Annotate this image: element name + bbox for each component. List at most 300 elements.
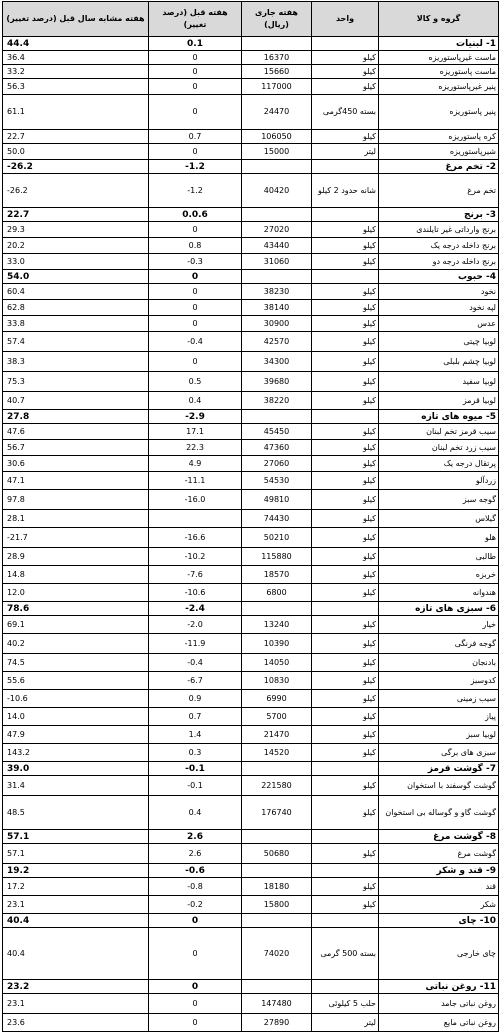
cell-wow: 2.6: [149, 844, 242, 864]
cell-unit: کیلو: [312, 776, 379, 796]
cell-item: پیاز: [379, 708, 499, 726]
cell-unit: کیلو: [312, 456, 379, 472]
cell-yoy: -26.2: [3, 160, 149, 174]
cell-unit: کیلو: [312, 528, 379, 548]
table-row: [3, 726, 499, 744]
table-row: [3, 1014, 499, 1032]
cell-price: [242, 37, 312, 51]
cell-yoy: 48.5: [3, 796, 149, 830]
header-unit: واحد: [312, 2, 379, 37]
cell-unit: کیلو: [312, 672, 379, 690]
cell-wow: 0.7: [149, 130, 242, 144]
table-row: [3, 528, 499, 548]
cell-wow: 0: [149, 928, 242, 980]
cell-wow: 0.4: [149, 796, 242, 830]
cell-price: 38140: [242, 300, 312, 316]
cell-unit: کیلو: [312, 372, 379, 392]
cell-price: 47360: [242, 440, 312, 456]
table-row: [3, 222, 499, 238]
cell-price: 43440: [242, 238, 312, 254]
cell-unit: کیلو: [312, 744, 379, 762]
cell-wow: -1.2: [149, 174, 242, 208]
cell-item: هندوانه: [379, 584, 499, 602]
cell-wow: -2.9: [149, 410, 242, 424]
cell-wow: -6.7: [149, 672, 242, 690]
cell-unit: کیلو: [312, 51, 379, 65]
cell-price: 15660: [242, 65, 312, 79]
table-row: [3, 776, 499, 796]
cell-yoy: 39.0: [3, 762, 149, 776]
cell-unit: کیلو: [312, 796, 379, 830]
cell-yoy: -21.7: [3, 528, 149, 548]
cell-yoy: 23.2: [3, 980, 149, 994]
group-row: [3, 160, 499, 174]
cell-price: 6800: [242, 584, 312, 602]
cell-unit: کیلو: [312, 896, 379, 914]
cell-item: روغن نباتی مایع: [379, 1014, 499, 1032]
cell-item: لوبیا سفید: [379, 372, 499, 392]
cell-yoy: 44.4: [3, 37, 149, 51]
group-row: [3, 864, 499, 878]
table-row: [3, 254, 499, 270]
cell-yoy: 40.2: [3, 634, 149, 654]
table-row: [3, 672, 499, 690]
group-row: [3, 602, 499, 616]
table-row: [3, 144, 499, 160]
cell-price: 117000: [242, 79, 312, 95]
cell-item: گوشت گاو و گوساله بی استخوان: [379, 796, 499, 830]
table-body: [3, 37, 499, 1032]
cell-wow: -0.1: [149, 762, 242, 776]
cell-item: گوشت مرغ: [379, 844, 499, 864]
cell-yoy: 33.8: [3, 316, 149, 332]
cell-price: 42570: [242, 332, 312, 352]
cell-wow: -0.4: [149, 332, 242, 352]
cell-wow: 0: [149, 144, 242, 160]
cell-unit: کیلو: [312, 548, 379, 566]
table-row: [3, 284, 499, 300]
cell-unit: کیلو: [312, 616, 379, 634]
group-row: [3, 980, 499, 994]
cell-yoy: 57.1: [3, 830, 149, 844]
cell-price: [242, 602, 312, 616]
cell-yoy: 29.3: [3, 222, 149, 238]
cell-yoy: 61.1: [3, 95, 149, 130]
table-row: [3, 708, 499, 726]
cell-item: 11- روغن نباتی: [379, 980, 499, 994]
cell-item: شکر: [379, 896, 499, 914]
cell-yoy: -10.6: [3, 690, 149, 708]
table-row: [3, 566, 499, 584]
cell-price: 74020: [242, 928, 312, 980]
cell-yoy: 54.0: [3, 270, 149, 284]
group-row: [3, 410, 499, 424]
table-row: [3, 332, 499, 352]
table-row: [3, 584, 499, 602]
cell-price: 34300: [242, 352, 312, 372]
cell-yoy: 23.6: [3, 1014, 149, 1032]
cell-yoy: 31.4: [3, 776, 149, 796]
cell-yoy: 33.2: [3, 65, 149, 79]
cell-unit: بسته 500 گرمی: [312, 928, 379, 980]
cell-unit: کیلو: [312, 490, 379, 510]
header-wow: هفته قبل (درصد تغییر): [149, 2, 242, 37]
cell-yoy: 97.8: [3, 490, 149, 510]
cell-item: خیار: [379, 616, 499, 634]
cell-unit: کیلو: [312, 878, 379, 896]
cell-item: هلو: [379, 528, 499, 548]
table-row: [3, 472, 499, 490]
cell-wow: -10.2: [149, 548, 242, 566]
cell-price: 39680: [242, 372, 312, 392]
cell-price: 221580: [242, 776, 312, 796]
cell-price: 16370: [242, 51, 312, 65]
cell-wow: 17.1: [149, 424, 242, 440]
cell-item: تخم مرغ: [379, 174, 499, 208]
cell-yoy: 40.4: [3, 914, 149, 928]
header-price: هفته جاری (ریال): [242, 2, 312, 37]
cell-unit: کیلو: [312, 472, 379, 490]
table-row: [3, 690, 499, 708]
cell-unit: کیلو: [312, 424, 379, 440]
header-row: [3, 2, 499, 37]
cell-yoy: 62.8: [3, 300, 149, 316]
table-row: [3, 994, 499, 1014]
cell-wow: 0.4: [149, 392, 242, 410]
cell-wow: 0: [149, 352, 242, 372]
cell-wow: 1.4: [149, 726, 242, 744]
table-row: [3, 65, 499, 79]
cell-unit: کیلو: [312, 726, 379, 744]
cell-unit: حلب 5 کیلوئی: [312, 994, 379, 1014]
cell-price: 147480: [242, 994, 312, 1014]
cell-yoy: 17.2: [3, 878, 149, 896]
cell-unit: کیلو: [312, 566, 379, 584]
cell-price: [242, 410, 312, 424]
cell-price: 27020: [242, 222, 312, 238]
cell-yoy: 75.3: [3, 372, 149, 392]
table-row: [3, 654, 499, 672]
cell-item: شیرپاستوریزه: [379, 144, 499, 160]
cell-unit: کیلو: [312, 634, 379, 654]
cell-yoy: 56.7: [3, 440, 149, 456]
cell-yoy: 47.1: [3, 472, 149, 490]
cell-item: 10- چای: [379, 914, 499, 928]
cell-unit: [312, 270, 379, 284]
cell-price: 30900: [242, 316, 312, 332]
cell-wow: -2.4: [149, 602, 242, 616]
cell-price: 31060: [242, 254, 312, 270]
cell-item: 5- میوه های تازه: [379, 410, 499, 424]
cell-price: 15800: [242, 896, 312, 914]
cell-wow: -1.2: [149, 160, 242, 174]
cell-unit: کیلو: [312, 708, 379, 726]
cell-wow: [149, 510, 242, 528]
cell-unit: [312, 980, 379, 994]
cell-unit: کیلو: [312, 254, 379, 270]
group-row: [3, 914, 499, 928]
cell-price: 74430: [242, 510, 312, 528]
cell-unit: کیلو: [312, 844, 379, 864]
cell-unit: کیلو: [312, 65, 379, 79]
cell-wow: 0: [149, 95, 242, 130]
cell-wow: -16.0: [149, 490, 242, 510]
cell-price: 49810: [242, 490, 312, 510]
cell-unit: [312, 864, 379, 878]
cell-wow: 0: [149, 51, 242, 65]
cell-price: [242, 160, 312, 174]
table-row: [3, 744, 499, 762]
cell-wow: -16.6: [149, 528, 242, 548]
cell-yoy: 40.7: [3, 392, 149, 410]
cell-wow: 0: [149, 65, 242, 79]
table-row: [3, 878, 499, 896]
cell-unit: کیلو: [312, 352, 379, 372]
cell-item: سیب زمینی: [379, 690, 499, 708]
cell-item: کره پاستوریزه: [379, 130, 499, 144]
cell-item: 6- سبزی های تازه: [379, 602, 499, 616]
cell-item: چای خارجی: [379, 928, 499, 980]
cell-item: برنج داخله درجه دو: [379, 254, 499, 270]
cell-yoy: 23.1: [3, 994, 149, 1014]
cell-item: پنیر غیرپاستوریزه: [379, 79, 499, 95]
cell-unit: بسته 450گرمی: [312, 95, 379, 130]
cell-item: ماست غیرپاستوریزه: [379, 51, 499, 65]
cell-item: 4- حبوب: [379, 270, 499, 284]
cell-yoy: 60.4: [3, 284, 149, 300]
cell-item: گوجه سبز: [379, 490, 499, 510]
table-row: [3, 79, 499, 95]
cell-wow: 4.9: [149, 456, 242, 472]
cell-yoy: 14.0: [3, 708, 149, 726]
cell-item: ماست پاستوریزه: [379, 65, 499, 79]
table-row: [3, 490, 499, 510]
cell-unit: کیلو: [312, 654, 379, 672]
cell-price: 21470: [242, 726, 312, 744]
cell-yoy: 143.2: [3, 744, 149, 762]
cell-wow: 0: [149, 79, 242, 95]
cell-item: 3- برنج: [379, 208, 499, 222]
group-row: [3, 830, 499, 844]
cell-unit: کیلو: [312, 222, 379, 238]
cell-wow: -0.4: [149, 654, 242, 672]
cell-wow: 0.5: [149, 372, 242, 392]
cell-item: عدس: [379, 316, 499, 332]
cell-wow: 0: [149, 914, 242, 928]
cell-yoy: 20.2: [3, 238, 149, 254]
cell-unit: لیتر: [312, 144, 379, 160]
cell-item: زردآلو: [379, 472, 499, 490]
cell-item: لوبیا قرمز: [379, 392, 499, 410]
group-row: [3, 37, 499, 51]
group-row: [3, 270, 499, 284]
cell-item: 9- قند و شکر: [379, 864, 499, 878]
cell-wow: -11.9: [149, 634, 242, 654]
cell-yoy: 47.9: [3, 726, 149, 744]
table-row: [3, 896, 499, 914]
table-row: [3, 238, 499, 254]
cell-yoy: 28.1: [3, 510, 149, 528]
cell-unit: کیلو: [312, 332, 379, 352]
cell-item: 1- لبنیات: [379, 37, 499, 51]
cell-wow: -10.6: [149, 584, 242, 602]
table-row: [3, 352, 499, 372]
cell-unit: [312, 37, 379, 51]
cell-unit: کیلو: [312, 316, 379, 332]
cell-yoy: 14.8: [3, 566, 149, 584]
table-row: [3, 51, 499, 65]
cell-price: 27890: [242, 1014, 312, 1032]
cell-price: 40420: [242, 174, 312, 208]
cell-item: قند: [379, 878, 499, 896]
table-row: [3, 392, 499, 410]
cell-yoy: 57.1: [3, 844, 149, 864]
cell-wow: 0: [149, 284, 242, 300]
cell-price: 50680: [242, 844, 312, 864]
table-row: [3, 130, 499, 144]
price-table-container: [2, 1, 498, 1032]
cell-yoy: 36.4: [3, 51, 149, 65]
cell-item: 7- گوشت قرمز: [379, 762, 499, 776]
cell-unit: کیلو: [312, 130, 379, 144]
cell-item: لوبیا چیتی: [379, 332, 499, 352]
cell-yoy: 12.0: [3, 584, 149, 602]
cell-price: 27060: [242, 456, 312, 472]
cell-wow: -0.3: [149, 254, 242, 270]
cell-wow: 22.3: [149, 440, 242, 456]
cell-wow: 0.8: [149, 238, 242, 254]
table-row: [3, 456, 499, 472]
table-row: [3, 424, 499, 440]
cell-wow: 0: [149, 222, 242, 238]
cell-price: [242, 208, 312, 222]
cell-item: طالبی: [379, 548, 499, 566]
cell-yoy: 55.6: [3, 672, 149, 690]
table-row: [3, 300, 499, 316]
cell-item: کدوسبز: [379, 672, 499, 690]
cell-item: روغن نباتی جامد: [379, 994, 499, 1014]
cell-yoy: 47.6: [3, 424, 149, 440]
cell-price: 14520: [242, 744, 312, 762]
cell-yoy: 40.4: [3, 928, 149, 980]
cell-unit: کیلو: [312, 584, 379, 602]
cell-yoy: 56.3: [3, 79, 149, 95]
header-item: گروه و کالا: [379, 2, 499, 37]
cell-yoy: 19.2: [3, 864, 149, 878]
cell-unit: [312, 602, 379, 616]
group-row: [3, 208, 499, 222]
cell-price: 13240: [242, 616, 312, 634]
table-row: [3, 174, 499, 208]
cell-price: 18180: [242, 878, 312, 896]
cell-item: بادنجان: [379, 654, 499, 672]
table-row: [3, 796, 499, 830]
cell-yoy: 78.6: [3, 602, 149, 616]
cell-unit: کیلو: [312, 238, 379, 254]
cell-wow: -7.6: [149, 566, 242, 584]
cell-price: 18570: [242, 566, 312, 584]
cell-unit: کیلو: [312, 440, 379, 456]
table-row: [3, 95, 499, 130]
table-row: [3, 372, 499, 392]
cell-unit: [312, 914, 379, 928]
cell-item: خربزه: [379, 566, 499, 584]
cell-item: لوبیا چشم بلبلی: [379, 352, 499, 372]
cell-price: [242, 270, 312, 284]
cell-unit: [312, 830, 379, 844]
cell-item: برنج داخله درجه یک: [379, 238, 499, 254]
cell-wow: 0.1: [149, 37, 242, 51]
cell-price: 54530: [242, 472, 312, 490]
cell-item: 8- گوشت مرغ: [379, 830, 499, 844]
cell-wow: 0: [149, 994, 242, 1014]
cell-wow: 0.3: [149, 744, 242, 762]
table-row: [3, 928, 499, 980]
cell-item: گیلاس: [379, 510, 499, 528]
cell-item: سیب زرد تخم لبنان: [379, 440, 499, 456]
cell-price: 6990: [242, 690, 312, 708]
cell-price: [242, 864, 312, 878]
table-row: [3, 548, 499, 566]
cell-item: لپه نخود: [379, 300, 499, 316]
cell-price: 24470: [242, 95, 312, 130]
table-row: [3, 440, 499, 456]
cell-unit: کیلو: [312, 690, 379, 708]
cell-wow: 0: [149, 300, 242, 316]
cell-price: 115880: [242, 548, 312, 566]
cell-wow: -0.8: [149, 878, 242, 896]
cell-wow: 0: [149, 980, 242, 994]
group-row: [3, 762, 499, 776]
cell-yoy: 23.1: [3, 896, 149, 914]
table-row: [3, 616, 499, 634]
cell-price: 50210: [242, 528, 312, 548]
cell-price: 45450: [242, 424, 312, 440]
cell-unit: شانه حدود 2 کیلو: [312, 174, 379, 208]
cell-yoy: 22.7: [3, 130, 149, 144]
cell-price: [242, 762, 312, 776]
cell-unit: لیتر: [312, 1014, 379, 1032]
cell-yoy: 57.4: [3, 332, 149, 352]
cell-wow: 0.9: [149, 690, 242, 708]
header-yoy: هفته مشابه سال قبل (درصد تغییر): [3, 2, 149, 37]
cell-item: سیب قرمز تخم لبنان: [379, 424, 499, 440]
cell-unit: کیلو: [312, 79, 379, 95]
cell-unit: [312, 410, 379, 424]
cell-yoy: 69.1: [3, 616, 149, 634]
cell-price: 5700: [242, 708, 312, 726]
cell-wow: 2.6: [149, 830, 242, 844]
cell-yoy: 74.5: [3, 654, 149, 672]
cell-price: [242, 980, 312, 994]
cell-wow: -0.2: [149, 896, 242, 914]
cell-unit: کیلو: [312, 284, 379, 300]
price-table: [2, 1, 499, 1032]
cell-wow: -0.1: [149, 776, 242, 796]
cell-wow: -11.1: [149, 472, 242, 490]
cell-wow: 0: [149, 270, 242, 284]
cell-item: گوشت گوسفند با استخوان: [379, 776, 499, 796]
cell-price: 176740: [242, 796, 312, 830]
cell-yoy: 38.3: [3, 352, 149, 372]
cell-unit: کیلو: [312, 392, 379, 410]
cell-price: 10390: [242, 634, 312, 654]
cell-price: 15000: [242, 144, 312, 160]
cell-item: لوبیا سبز: [379, 726, 499, 744]
cell-wow: 0.7: [149, 708, 242, 726]
cell-unit: [312, 762, 379, 776]
cell-yoy: 33.0: [3, 254, 149, 270]
